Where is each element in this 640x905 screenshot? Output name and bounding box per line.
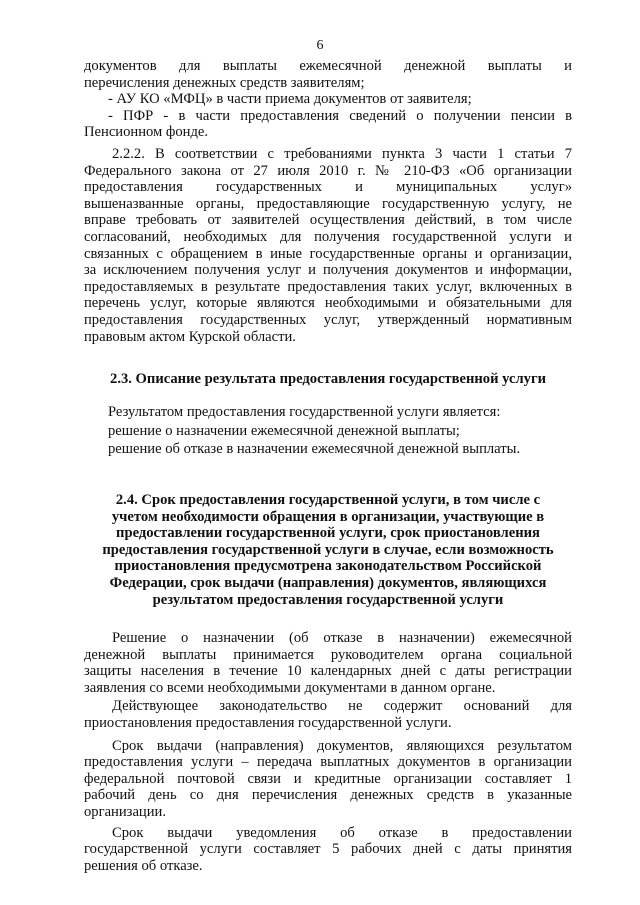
text-line: заявления со всеми необходимыми документами в данном органе. bbox=[84, 679, 496, 696]
top-paragraphs bbox=[84, 58, 572, 141]
heading-2-4-line: учетом необходимости обращения в организации, участвующие в bbox=[111, 508, 545, 525]
result-list bbox=[84, 404, 572, 460]
paragraph-2-2-2 bbox=[84, 146, 572, 345]
text-line: предоставления государственных услуг, утвержденный нормативным bbox=[84, 311, 572, 328]
text-line: Федерального закона от 27 июля 2010 г. № 210-ФЗ «Об организации bbox=[84, 162, 572, 179]
text-line: вправе требовать от заявителей осуществления действий, в том числе bbox=[84, 212, 572, 229]
text-line: предоставляемых в результате предоставления таких услуг, включенных в bbox=[84, 278, 572, 295]
text-line: вышеназванные органы, предоставляющие государственную услугу, не bbox=[84, 195, 572, 212]
heading-2-4-line: 2.4. Срок предоставления государственной услуги, в том числе с bbox=[115, 492, 541, 508]
heading-2-4-line: Федерации, срок выдачи (направления) документов, являющихся bbox=[109, 574, 547, 591]
heading-2-4-line: предоставления государственной услуги в случае, если возможность bbox=[102, 541, 554, 558]
page-number: 6 bbox=[316, 38, 324, 53]
heading-2-3: 2.3. Описание результата предоставления государственной услуги bbox=[110, 371, 546, 387]
text-line: денежной выплаты принимается руководителем органа социальной bbox=[84, 646, 572, 663]
heading-2-4 bbox=[84, 492, 572, 608]
text-line: - АУ КО «МФЦ» в части приема документов от заявителя; bbox=[108, 91, 472, 108]
heading-2-4-line: предоставлении государственной услуги, срок приостановления bbox=[116, 525, 540, 542]
section-2-4-body bbox=[84, 630, 572, 874]
text-line: решения об отказе. bbox=[84, 857, 203, 874]
text-line: Решение о назначении (об отказе в назначении) ежемесячной bbox=[112, 630, 572, 646]
text-line: Срок выдачи уведомления об отказе в предоставлении bbox=[112, 824, 572, 841]
text-line: защиты населения в течение 10 календарных дней с даты регистрации bbox=[84, 663, 572, 680]
text-line: правовым актом Курской области. bbox=[84, 328, 296, 345]
section-2-3 bbox=[84, 371, 572, 388]
heading-2-4-line: результатом предоставления государственной услуги bbox=[152, 591, 504, 608]
text-line: государственной услуги составляет 5 рабочих дней с даты принятия bbox=[84, 841, 572, 858]
text-line: предоставления государственных и муниципальных услуг» bbox=[84, 179, 572, 196]
heading-2-4-line: приостановления предусмотрена законодательством Российской bbox=[114, 558, 542, 575]
text-line: Действующее законодательство не содержит оснований для bbox=[112, 698, 572, 715]
text-line: Пенсионном фонде. bbox=[84, 124, 209, 141]
text-line: документов для выплаты ежемесячной денежной выплаты и bbox=[84, 58, 572, 74]
text-line: предоставления услуги – передача выплатных документов в организации bbox=[84, 754, 572, 771]
text-line: за исключением получения услуг и получения документов и информации, bbox=[84, 262, 572, 279]
text-line: перечисления денежных средств заявителям; bbox=[84, 74, 365, 91]
text-line: 2.2.2. В соответствии с требованиями пункта 3 части 1 статьи 7 bbox=[112, 146, 572, 162]
text-line: федеральной почтовой связи и кредитные организации составляет 1 bbox=[84, 770, 572, 787]
result-item: решение об отказе в назначении ежемесячной денежной выплаты. bbox=[108, 441, 521, 458]
text-line: связанных с обращением в иные государственные органы и организации, bbox=[84, 245, 572, 262]
text-line: рабочий день со дня перечисления денежных средств в указанные bbox=[84, 787, 572, 804]
text-line: Срок выдачи (направления) документов, являющихся результатом bbox=[112, 737, 572, 754]
text-line: - ПФР - в части предоставления сведений о получении пенсии в bbox=[108, 107, 572, 124]
text-line: приостановления предоставления государственной услуги. bbox=[84, 714, 452, 731]
text-line: организации. bbox=[84, 803, 166, 820]
text-line: перечень услуг, которые являются необходимыми и обязательными для bbox=[84, 295, 572, 312]
result-item: Результатом предоставления государственной услуги является: bbox=[108, 404, 501, 420]
result-item: решение о назначении ежемесячной денежной выплаты; bbox=[108, 422, 460, 439]
text-line: согласований, необходимых для получения государственной услуги и bbox=[84, 228, 572, 245]
